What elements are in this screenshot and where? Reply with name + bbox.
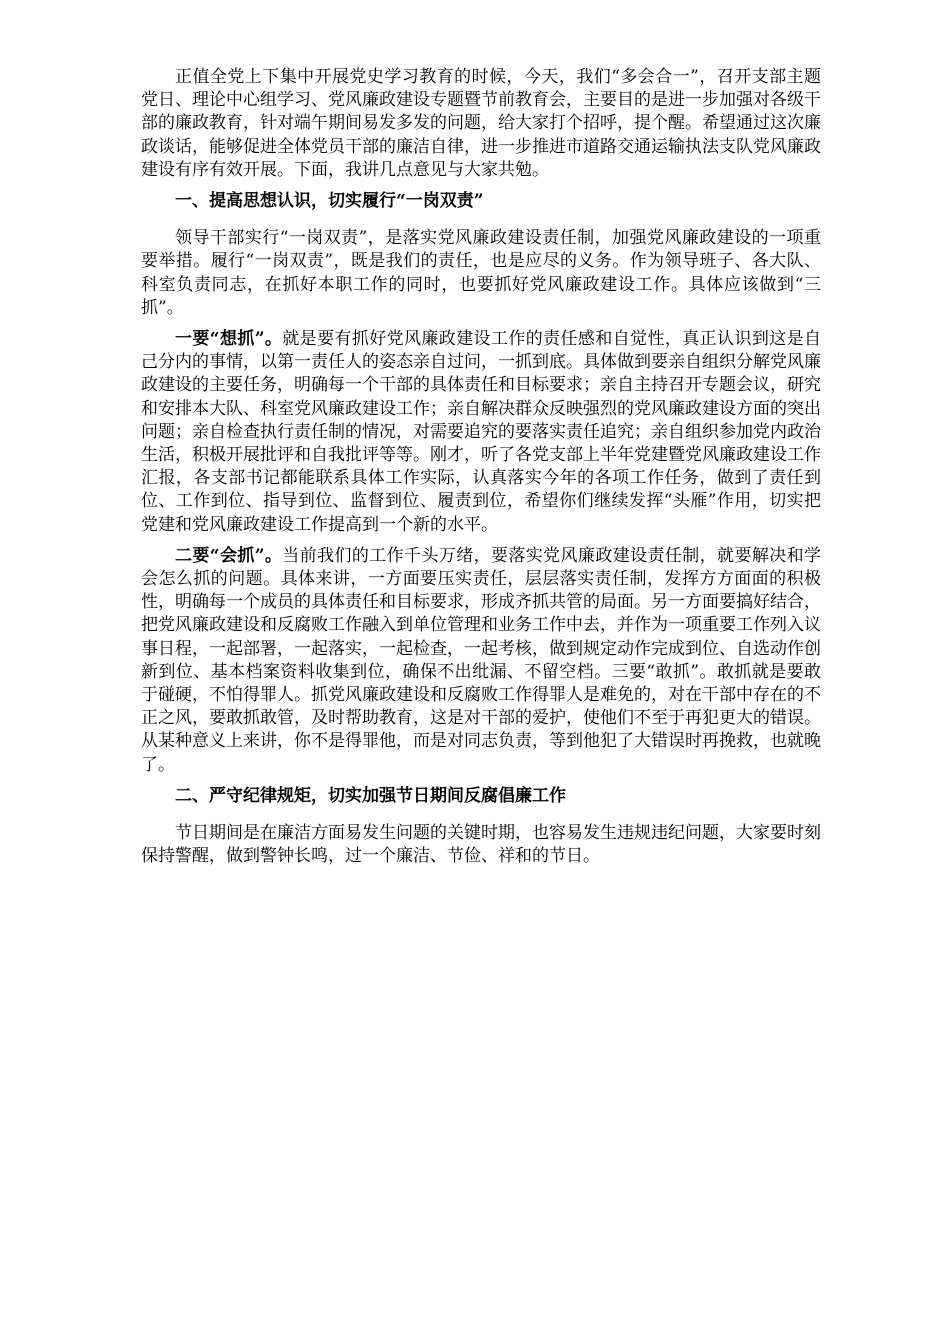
paragraph-holiday-period: 节日期间是在廉洁方面易发生问题的关键时期，也容易发生违规违纪问题，大家要时刻保持警醒，做到警钟长鸣，过一个廉洁、节俭、祥和的节日。 [141,823,821,867]
paragraph-body-know-how-to-grasp: 当前我们的工作千头万绪，要落实党风廉政建设责任制，就要解决和学会怎么抓的问题。具体来讲，一方面要压实责任，层层落实责任制，发挥方方面面的积极性，明确每一个成员的具体责任和目标要求，形成齐抓共管的局面。另一方面要搞好结合，把党风廉政建设和反腐败工作融入到单位管理和业务工作中去，并作为一项重要工作列入议事日程，一起部署，一起落实，一起检查，一起考核，做到规定动作完成到位、自选动作创新到位、基本档案资料收集到位，确保不出纰漏、不留空档。三要“敢抓”。敢抓就是要敢于碰硬，不怕得罪人。抓党风廉政建设和反腐败工作得罪人是难免的，对在干部中存在的不正之风，要敢抓敢管，及时帮助教育，这是对干部的爱护，使他们不至于再犯更大的错误。从某种意义上来讲，你不是得罪他，而是对同志负责，等到他犯了大错误时再挽救，也就晚了。 [141,545,822,775]
paragraph-lead-know-how-to-grasp: 二要“会抓”。 [175,545,283,566]
paragraph-one-post-two-duties: 领导干部实行“一岗双责”，是落实党风廉政建设责任制，加强党风廉政建设的一项重要举措。履行“一岗双责”，既是我们的责任，也是应尽的义务。作为领导班子、各大队、科室负责同志，在抓好本职工作的同时，也要抓好党风廉政建设工作。具体应该做到“三抓”。 [141,228,821,318]
paragraph-want-to-grasp [141,328,821,537]
paragraph-know-how-to-grasp [141,545,821,777]
document-page [141,66,821,877]
paragraph-lead-want-to-grasp: 一要“想抓”。 [175,329,283,350]
intro-paragraph: 正值全党上下集中开展党史学习教育的时候，今天，我们“多会合一”，召开支部主题党日、理论中心组学习、党风廉政建设专题暨节前教育会，主要目的是进一步加强对各级干部的廉政教育，针对端午期间易发多发的问题，给大家打个招呼，提个醒。希望通过这次廉政谈话，能够促进全体党员干部的廉洁自律，进一步推进市道路交通运输执法支队党风廉政建设有序有效开展。下面，我讲几点意见与大家共勉。 [141,67,821,180]
paragraph-body-want-to-grasp: 就是要有抓好党风廉政建设工作的责任感和自觉性，真正认识到这是自己分内的事情，以第一责任人的姿态亲自过问，一抓到底。具体做到要亲自组织分解党风廉政建设的主要任务，明确每一个干部的具体责任和目标要求；亲自主持召开专题会议，研究和安排本大队、科室党风廉政建设工作；亲自解决群众反映强烈的党风廉政建设方面的突出问题；亲自检查执行责任制的情况，对需要追究的要落实责任追究；亲自组织参加党内政治生活，积极开展批评和自我批评等等。刚才，听了各党支部上半年党建暨党风廉政建设工作汇报，各支部书记都能联系具体工作实际，认真落实今年的各项工作任务，做到了责任到位、工作到位、指导到位、监督到位、履责到位，希望你们继续发挥“头雁”作用，切实把党建和党风廉政建设工作提高到一个新的水平。 [141,329,822,535]
section-heading-2: 二、严守纪律规矩，切实加强节日期间反腐倡廉工作 [175,785,566,806]
section-heading-1: 一、提高思想认识，切实履行“一岗双责” [175,191,484,212]
